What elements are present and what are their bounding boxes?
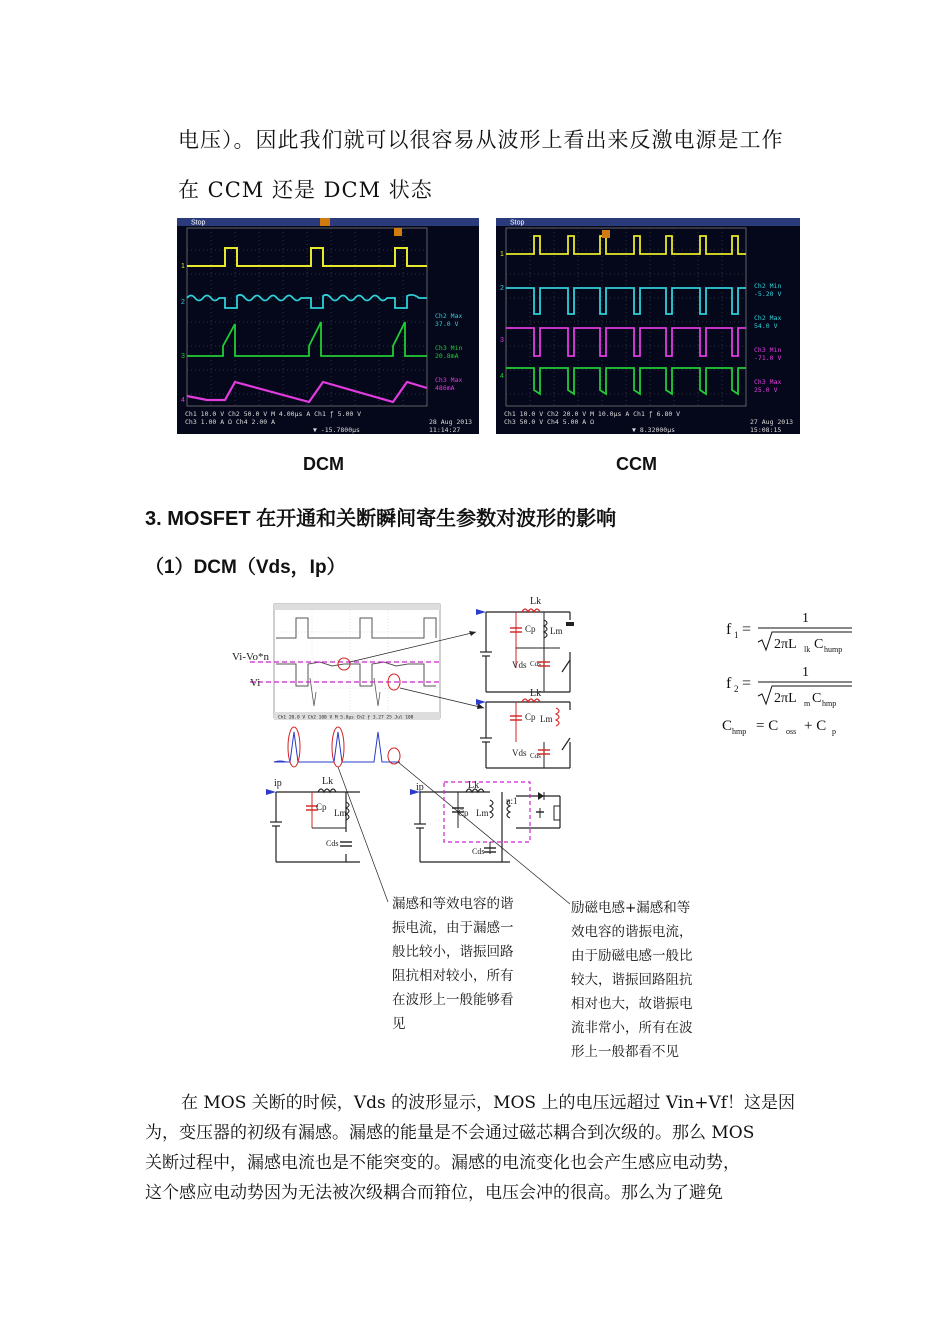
svg-text:Vds: Vds bbox=[512, 748, 527, 758]
svg-text:Lk: Lk bbox=[322, 776, 334, 787]
svg-text:Cp: Cp bbox=[316, 802, 327, 812]
caption-dcm: DCM bbox=[303, 454, 344, 474]
svg-text:2: 2 bbox=[734, 684, 739, 694]
note-leakage-resonance: 漏感和等效电容的谐 振电流，由于漏感一 般比较小，谐振回路 阻抗相对较小，所有 在波形上一般能够看 见 bbox=[392, 896, 514, 1032]
svg-text:lk: lk bbox=[804, 645, 811, 654]
svg-text:1: 1 bbox=[802, 611, 809, 626]
scope-status: Stop bbox=[191, 219, 206, 227]
svg-text:Cds: Cds bbox=[326, 839, 339, 848]
svg-text:hump: hump bbox=[824, 645, 843, 654]
svg-text:m: m bbox=[804, 699, 811, 708]
svg-text:Cp: Cp bbox=[525, 712, 536, 722]
svg-text:Lm: Lm bbox=[540, 714, 553, 724]
svg-text:Vds: Vds bbox=[512, 660, 527, 670]
svg-text:2: 2 bbox=[500, 285, 504, 292]
svg-text:Cds: Cds bbox=[472, 847, 485, 856]
svg-text:Lm: Lm bbox=[550, 626, 563, 636]
svg-text:=: = bbox=[742, 675, 752, 692]
svg-text:Ch3 Min20.8mA: Ch3 Min 20.8mA bbox=[435, 344, 463, 360]
svg-text:Ch3 Min-71.0 V: Ch3 Min -71.0 V bbox=[754, 346, 782, 362]
svg-text:ip: ip bbox=[416, 782, 424, 793]
svg-text:2πL: 2πL bbox=[774, 637, 797, 652]
svg-text:▼ -15.7800μs: ▼ -15.7800μs bbox=[313, 426, 360, 434]
formula-svg bbox=[722, 606, 872, 746]
resonance-formulas bbox=[722, 606, 872, 746]
svg-text:Ch3 Max25.0 V: Ch3 Max 25.0 V bbox=[754, 378, 782, 394]
svg-text:Ch2 Min-5.20 V: Ch2 Min -5.20 V bbox=[754, 282, 782, 298]
scope-screenshot-dcm bbox=[177, 218, 479, 434]
svg-text:3: 3 bbox=[181, 353, 185, 360]
svg-text:Cds: Cds bbox=[530, 660, 541, 668]
svg-text:Ch1 10.0 V Ch2 20.0 V: Ch1 10.0 V Ch2 20.0 V M 10.0μs A Ch1 ƒ 6.80 V bbox=[504, 410, 681, 418]
caption-ccm: CCM bbox=[616, 454, 657, 474]
svg-text:4: 4 bbox=[181, 397, 185, 404]
svg-text:C: C bbox=[814, 637, 824, 652]
subsection-heading: （1）DCM（Vds，Ip） bbox=[145, 557, 346, 578]
paragraph-line: 在 CCM 还是 DCM 状态 bbox=[178, 178, 433, 202]
svg-text:hmp: hmp bbox=[732, 727, 747, 736]
svg-text:= C: = C bbox=[756, 718, 779, 734]
svg-text:2πL: 2πL bbox=[774, 691, 797, 706]
svg-text:▼ 8.32000μs: ▼ 8.32000μs bbox=[632, 426, 676, 434]
svg-text:f: f bbox=[726, 621, 732, 638]
svg-text:2: 2 bbox=[181, 299, 185, 306]
svg-text:27 Aug 201315:08:15: 27 Aug 2013 15:08:15 bbox=[750, 418, 794, 434]
svg-text:C: C bbox=[812, 691, 822, 706]
svg-text:Lm: Lm bbox=[476, 808, 489, 818]
svg-text:28 Aug 201311:14:27: 28 Aug 2013 11:14:27 bbox=[429, 418, 473, 434]
paragraph-line: 电压）。因此我们就可以很容易从波形上看出来反激电源是工作 bbox=[178, 128, 784, 152]
label-lk: Lk bbox=[530, 596, 542, 607]
svg-text:=: = bbox=[742, 621, 752, 638]
svg-text:C: C bbox=[722, 718, 733, 734]
svg-text:1: 1 bbox=[802, 665, 809, 680]
svg-text:Lk: Lk bbox=[468, 780, 480, 791]
svg-text:Ch2 Max37.0 V: Ch2 Max 37.0 V bbox=[435, 312, 463, 328]
scope-status: Stop bbox=[510, 219, 525, 227]
svg-text:hmp: hmp bbox=[822, 699, 837, 708]
svg-text:1: 1 bbox=[500, 251, 504, 258]
svg-text:f: f bbox=[726, 675, 732, 692]
svg-text:ip: ip bbox=[274, 778, 282, 789]
body-paragraph: 在 MOS 关断的时候，Vds 的波形显示，MOS 上的电压远超过 Vin+Vf！这是因 为，变压器的初级有漏感。漏感的能量是不会通过磁芯耦合到次级的。那么 MOS 关断过程中，漏感电流也是不能突变的。漏感的电流变化也会产生感应电动势， 这个感应电动势因为无法被次级耦合而箝位，电压会冲的很高。那么为了避免 bbox=[145, 1093, 796, 1203]
svg-text:Ch1 20.0 V Ch2 100 V M 5: Ch1 20.0 V Ch2 100 V M 5.0μs Ch2 ƒ 3.27 25 Jul 108 bbox=[278, 715, 414, 721]
svg-text:1: 1 bbox=[734, 630, 739, 640]
svg-text:Cds: Cds bbox=[530, 752, 541, 760]
scope-dcm-svg bbox=[177, 218, 479, 434]
svg-text:p: p bbox=[832, 727, 836, 736]
svg-text:Ch3 50.0 V Ch4 5.00 A Ω: Ch3 50.0 V Ch4 5.00 A Ω bbox=[504, 418, 595, 426]
svg-text:+ C: + C bbox=[804, 718, 827, 734]
svg-text:Cp: Cp bbox=[525, 624, 536, 634]
svg-text:Ch2 Max54.0 V: Ch2 Max 54.0 V bbox=[754, 314, 782, 330]
svg-text:Lk: Lk bbox=[530, 688, 542, 699]
svg-text:Ch1 10.0 V Ch2 50.0 V: Ch1 10.0 V Ch2 50.0 V M 4.00μs A Ch1 ƒ 5.00 V bbox=[185, 410, 362, 418]
svg-text:1: 1 bbox=[181, 263, 185, 270]
svg-text:n:1: n:1 bbox=[506, 796, 518, 806]
svg-text:Ch3 Max486mA: Ch3 Max 486mA bbox=[435, 376, 463, 392]
svg-text:Cp: Cp bbox=[458, 808, 469, 818]
scope-ccm-svg bbox=[496, 218, 800, 434]
section-heading: 3. MOSFET 在开通和关断瞬间寄生参数对波形的影响 bbox=[145, 508, 617, 530]
scope-screenshot-ccm bbox=[496, 218, 800, 434]
svg-text:Ch3 1.00 A Ω Ch4 2.00 A: Ch3 1.00 A Ω Ch4 2.00 A bbox=[185, 418, 276, 426]
note-magnetizing-resonance: 励磁电感+漏感和等 效电容的谐振电流， 由于励磁电感一般比 较大，谐振回路阻抗 相对也大，故谐振电 流非常小，所有在波 形上一般都看不见 bbox=[571, 900, 693, 1060]
svg-text:4: 4 bbox=[500, 373, 504, 380]
label-vi-vo: Vi-Vo*n bbox=[232, 651, 270, 663]
label-vi: Vi bbox=[250, 677, 261, 689]
svg-text:Lm: Lm bbox=[334, 808, 347, 818]
svg-text:oss: oss bbox=[786, 727, 797, 736]
svg-text:3: 3 bbox=[500, 337, 504, 344]
